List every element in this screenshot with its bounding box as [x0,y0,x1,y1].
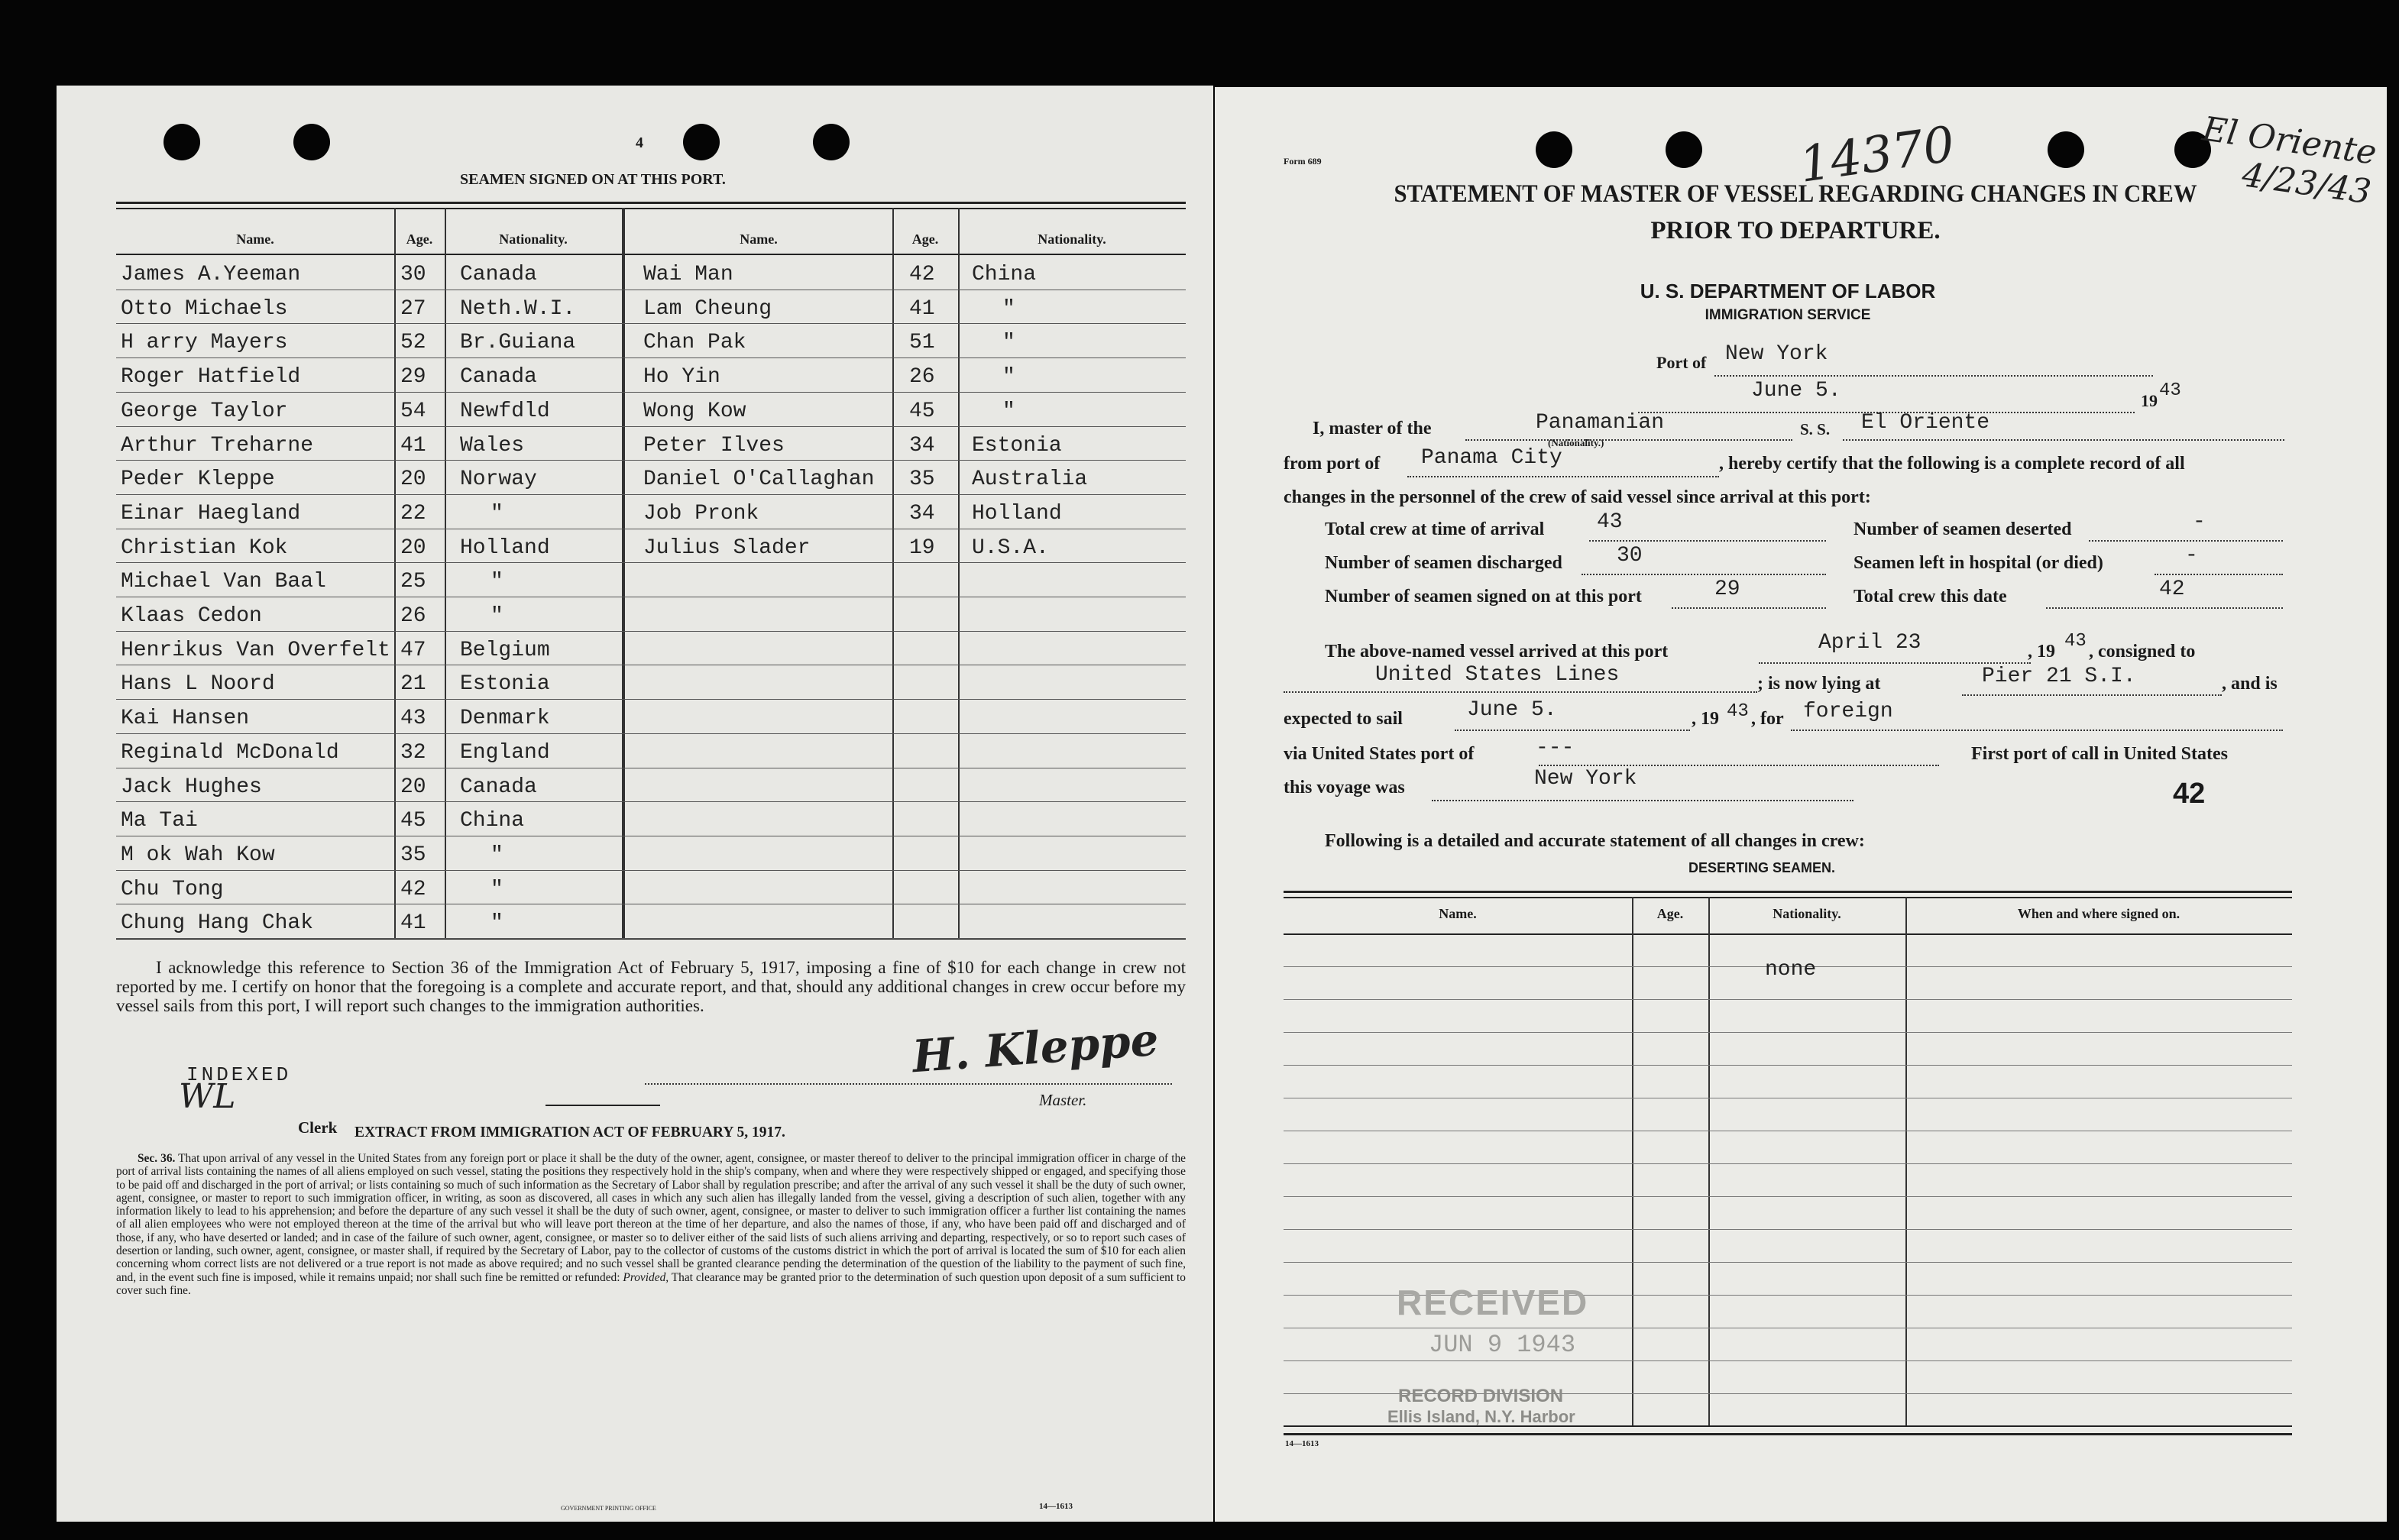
deserting-value: none [1765,958,1817,982]
crew-age: 34 [909,434,935,458]
crew-name: Kai Hansen [121,707,250,730]
corner-note: El Oriente 4/23/43 [2200,109,2379,212]
total-crew-date-value: 42 [2159,578,2185,601]
crew-age: 52 [400,331,426,354]
crew-nationality: Newfdld [460,400,550,423]
crew-name: Ma Tai [121,809,198,833]
form-code-left: 14—1613 [1039,1502,1073,1511]
expected-year-prefix: , 19 [1692,709,1719,729]
master-of-label: I, master of the [1313,419,1432,438]
crew-age: 35 [909,467,935,491]
master-signature: H. Kleppe [911,1013,1161,1083]
crew-age: 51 [909,331,935,354]
form-title-line1: STATEMENT OF MASTER OF VESSEL REGARDING CHANGES IN CREW [1394,180,2197,208]
master-label: Master. [1039,1091,1087,1109]
crew-nationality: " [490,570,503,594]
punch-hole [1536,131,1572,168]
crew-age: 30 [400,263,426,286]
stamp-location: Ellis Island, N.Y. Harbor [1387,1407,1575,1426]
arrived-value: April 23 [1818,631,1921,655]
crew-name: H arry Mayers [121,331,288,354]
crew-name: Reginald McDonald [121,741,339,765]
extract-title: EXTRACT FROM IMMIGRATION ACT OF FEBRUARY 5, 1917. [355,1124,785,1140]
for-label: , for [1751,709,1784,729]
right-page [1215,87,2387,1522]
arrived-label: The above-named vessel arrived at this port [1325,642,1669,662]
expected-value: June 5. [1467,698,1557,722]
crew-name: Hans L Noord [121,672,275,696]
col-header-age-2: Age. [911,231,939,247]
crew-nationality: Holland [972,502,1062,526]
crew-nationality: Estonia [972,434,1062,458]
crew-age: 20 [400,536,426,560]
date-value: June 5. [1751,379,1841,403]
year-prefix: 19 [2141,391,2158,410]
crew-age: 26 [909,365,935,389]
crew-name: Arthur Treharne [121,434,314,458]
deserting-header-age: Age. [1656,906,1684,921]
year-value: 43 [2159,380,2181,401]
certify-text: , hereby certify that the following is a complete record of all [1719,454,2185,474]
and-is-label: , and is [2222,674,2278,694]
crew-age: 26 [400,604,426,628]
port-value: New York [1725,342,1828,366]
indexed-stamp: INDEXED [186,1063,292,1086]
col-header-name: Name. [236,231,274,247]
section-36-text: Sec. 36. That upon arrival of any vessel in the United States from any foreign port or place it shall be the duty of the owner, agent, consignee, or master thereof to deliver to the principal immigration officer in charge of the port of arrival lists containing the names of all aliens employed on such vessel, stating the positions they respectively hold in the ship's company, when and where they were respectively shipped or engaged, and specifying those to be paid off and discharged in the port of arrival; or lists containing so much of such information as the Secretary of Labor shall by regulation prescribe; and after the arrival of any such vessel it shall be the duty of such owner, agent, consignee, or master to report to such immigration officer, in writing, as soon as discovered, all cases in which any such alien has illegally landed from the vessel, giving a description of such alien, together with any information likely to lead to his apprehension; and before the departure of any such vessel it shall be the duty of such owner, agent, consignee, or master to deliver to such immigration officer a further list containing the names of all alien employees who were not employed thereon at the time of the arrival but who will leave port thereon at the time of her departure, and also the names of those, if any, who have been paid off and discharged and of those, if any, who have deserted or landed; and in case of the failure of such owner, agent, consignee, or master so to deliver either of the said lists of such aliens arriving and departing, respectively, or so to report such cases of desertion or landing, such owner, agent, consignee, or master shall, if required by the Secretary of Labor, pay to the collector of customs of the customs district in which the port of arrival is located the sum of $10 for each alien concerning whom correct lists are not delivered or a true report is not made as above required; and no such vessel shall be granted clearance pending the determination of the question of the liability to the payment of such fine, and, in the event such fine is imposed, while it remains unpaid; nor shall such fine be remitted or refunded: Provided, That clearance may be granted prior to the determination of such question upon deposit of a sum sufficient to cover such fine. [116,1152,1187,1297]
crew-age: 42 [400,878,426,901]
form-code-right: 14—1613 [1285,1439,1319,1448]
col-header-nationality: Nationality. [499,231,568,247]
crew-age: 41 [400,434,426,458]
crew-name: Julius Slader [643,536,811,560]
crew-name: Wong Kow [643,400,746,423]
clerk-label: Clerk [298,1118,338,1137]
stamp-division: RECORD DIVISION [1398,1386,1564,1406]
crew-age: 29 [400,365,426,389]
stamp-received: RECEIVED [1397,1283,1589,1322]
consigned-label: , consigned to [2089,642,2196,662]
crew-name: Wai Man [643,263,733,286]
punch-hole [293,124,330,160]
crew-name: Chu Tong [121,878,224,901]
crew-nationality: Estonia [460,672,550,696]
crew-age: 27 [400,297,426,321]
crew-age: 41 [400,911,426,935]
crew-age: 19 [909,536,935,560]
for-value: foreign [1803,700,1893,723]
crew-nationality: " [490,843,503,867]
service: IMMIGRATION SERVICE [1705,307,1871,323]
crew-age: 45 [909,400,935,423]
signed-on-label: Number of seamen signed on at this port [1325,587,1642,607]
crew-nationality: " [1002,400,1015,423]
crew-name: Otto Michaels [121,297,288,321]
crew-nationality: Belgium [460,639,550,662]
from-port-value: Panama City [1421,446,1562,470]
crew-name: Einar Haegland [121,502,301,526]
punch-hole [1666,131,1702,168]
deserting-header-when-where: When and where signed on. [2017,906,2180,921]
crew-age: 35 [400,843,426,867]
printing-office: GOVERNMENT PRINTING OFFICE [561,1505,656,1512]
crew-age: 22 [400,502,426,526]
crew-nationality: " [490,911,503,935]
crew-name: Chung Hang Chak [121,911,314,935]
crew-name: Jack Hughes [121,775,262,799]
crew-age: 34 [909,502,935,526]
crew-name: Job Pronk [643,502,759,526]
punch-hole [2048,131,2084,168]
lying-value: Pier 21 S.I. [1982,665,2136,688]
crew-nationality: " [1002,365,1015,389]
crew-name: Roger Hatfield [121,365,301,389]
nationality-value: Panamanian [1536,411,1665,435]
crew-nationality: U.S.A. [972,536,1049,560]
deserting-title: DESERTING SEAMEN. [1688,860,1836,875]
deserting-header-nationality: Nationality. [1773,906,1841,921]
col-header-name-2: Name. [740,231,778,247]
proviso-lead: Provided, [623,1270,669,1284]
vessel-value: El Oriente [1861,411,1990,435]
deserting-header-name: Name. [1439,906,1477,921]
crew-nationality: " [490,604,503,628]
crew-name: Klaas Cedon [121,604,262,628]
discharged-label: Number of seamen discharged [1325,553,1562,573]
signed-on-value: 29 [1714,578,1740,601]
file-number: 14370 [1795,116,1958,194]
col-header-age: Age. [406,231,433,247]
deserted-label: Number of seamen deserted [1853,519,2072,539]
crew-name: Lam Cheung [643,297,772,321]
punch-hole [163,124,200,160]
left-page [57,86,1213,1522]
arrived-year: 43 [2064,631,2087,652]
crew-name: George Taylor [121,400,288,423]
punch-hole [813,124,850,160]
from-port-label: from port of [1284,454,1381,474]
crew-age: 20 [400,775,426,799]
hospital-label: Seamen left in hospital (or died) [1853,553,2103,573]
crew-nationality: England [460,741,550,765]
crew-age: 25 [400,570,426,594]
total-crew-date-label: Total crew this date [1853,587,2007,607]
hospital-value: - [2185,544,2198,568]
crew-nationality: " [1002,331,1015,354]
via-label: via United States port of [1284,744,1475,764]
discharged-value: 30 [1617,544,1643,568]
voyage-value: New York [1534,767,1637,791]
crew-age: 54 [400,400,426,423]
crew-name: Daniel O'Callaghan [643,467,875,491]
crew-nationality: " [490,878,503,901]
department: U. S. DEPARTMENT OF LABOR [1640,280,1936,302]
crew-name: James A.Yeeman [121,263,301,286]
crew-nationality: Canada [460,263,537,286]
total-crew-arrival-label: Total crew at time of arrival [1325,519,1545,539]
crew-name: Michael Van Baal [121,570,326,594]
margin-number: 42 [2173,778,2206,810]
consignee-value: United States Lines [1375,663,1620,687]
via-value: --- [1536,736,1575,760]
crew-nationality: Br.Guiana [460,331,576,354]
crew-nationality: Norway [460,467,537,491]
crew-name: M ok Wah Kow [121,843,275,867]
stamp-date: JUN 9 1943 [1429,1331,1576,1359]
crew-age: 45 [400,809,426,833]
arrived-year-prefix: , 19 [2028,642,2055,662]
crew-nationality: Neth.W.I. [460,297,576,321]
lying-label: ; is now lying at [1757,674,1881,694]
crew-name: Peder Kleppe [121,467,275,491]
crew-age: 32 [400,741,426,765]
crew-nationality: Holland [460,536,550,560]
crew-nationality: Australia [972,467,1088,491]
crew-name: Ho Yin [643,365,720,389]
indexed-initials: WL [179,1077,236,1116]
crew-nationality: Denmark [460,707,550,730]
crew-name: Christian Kok [121,536,288,560]
crew-age: 21 [400,672,426,696]
following-text: Following is a detailed and accurate statement of all changes in crew: [1325,831,1865,851]
voyage-label: this voyage was [1284,778,1405,798]
section-36-lead: Sec. 36. [138,1152,176,1165]
total-crew-arrival-value: 43 [1597,510,1623,534]
crew-name: Peter Ilves [643,434,785,458]
expected-label: expected to sail [1284,709,1403,729]
punch-hole [683,124,720,160]
crew-name: Henrikus Van Overfelt [121,639,390,662]
form-number: Form 689 [1284,156,1322,167]
acknowledgement-text: I acknowledge this reference to Section 36 of the Immigration Act of February 5, 1917, imposing a fine of $10 for each change in crew not reported by me. I certify on honor that the foregoing is a complete and accurate report, and that, should any additional changes in crew occur before my vessel sails from this port, I will report such changes to the immigration authorities. [116,958,1186,1015]
crew-nationality: China [460,809,525,833]
crew-nationality: " [490,502,503,526]
changes-text: changes in the personnel of the crew of said vessel since arrival at this port: [1284,487,1871,507]
first-port-label: First port of call in United States [1971,744,2228,764]
ss-label: S. S. [1800,420,1831,438]
col-header-nationality-2: Nationality. [1038,231,1106,247]
section-title: SEAMEN SIGNED ON AT THIS PORT. [460,171,726,188]
nationality-caption: (Nationality.) [1548,437,1604,448]
deserted-value: - [2193,510,2206,534]
form-title-line2: PRIOR TO DEPARTURE. [1650,217,1941,244]
crew-age: 43 [400,707,426,730]
page-number: 4 [636,134,643,151]
expected-year: 43 [1727,701,1749,722]
crew-name: Chan Pak [643,331,746,354]
master-signature-line [645,1083,1172,1085]
crew-nationality: " [1002,297,1015,321]
crew-age: 20 [400,467,426,491]
crew-age: 47 [400,639,426,662]
crew-nationality: China [972,263,1037,286]
crew-age: 41 [909,297,935,321]
crew-nationality: Canada [460,775,537,799]
crew-nationality: Wales [460,434,525,458]
port-label: Port of [1656,353,1707,372]
crew-nationality: Canada [460,365,537,389]
crew-age: 42 [909,263,935,286]
